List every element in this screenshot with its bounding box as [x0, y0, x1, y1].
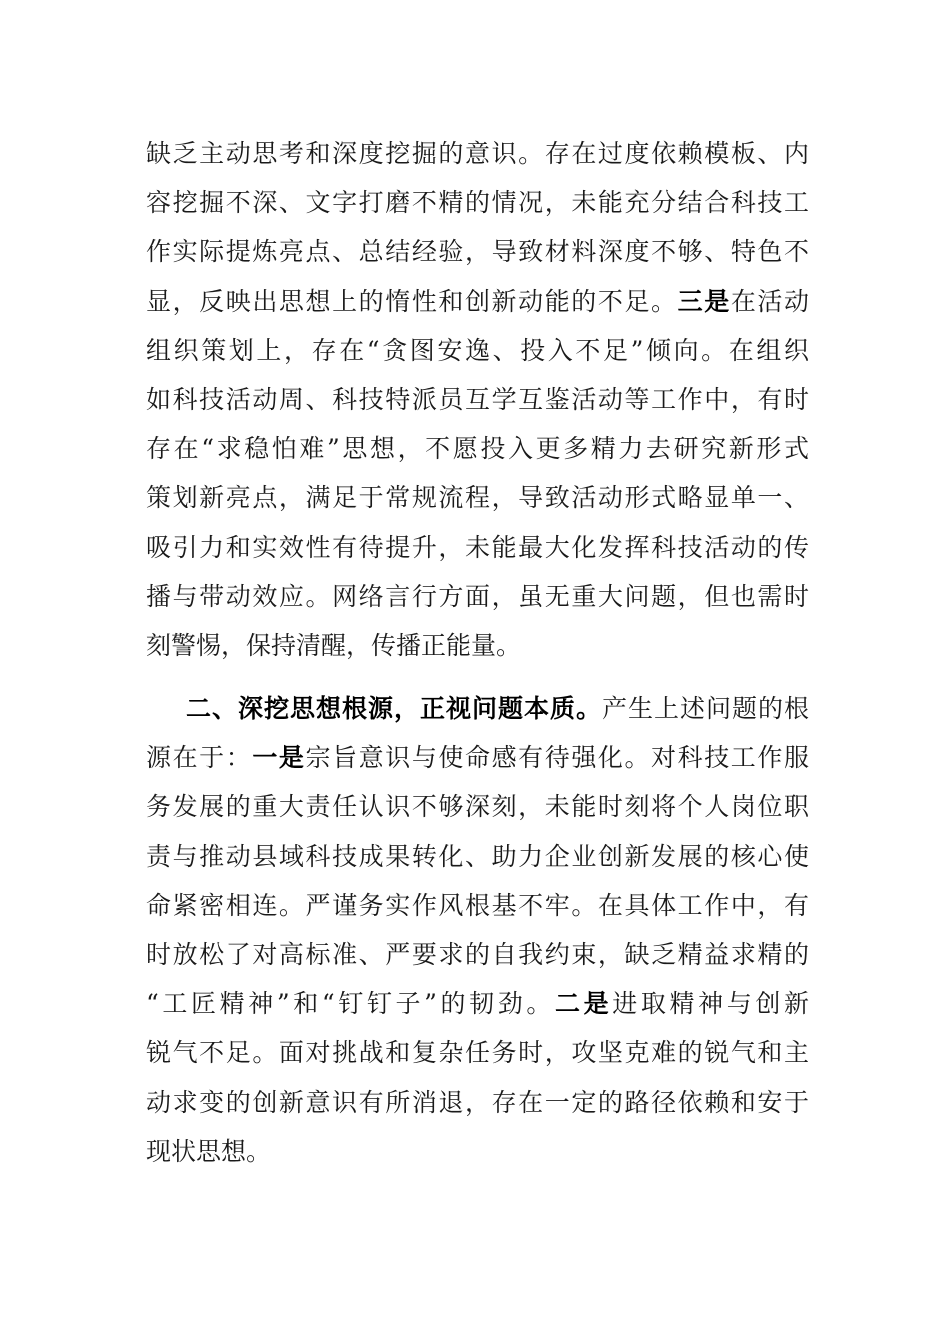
text-segment: 策划新亮点，满足于常规流程，导致活动形式略显单一、	[146, 483, 809, 513]
bold-text: 一是	[252, 743, 306, 773]
text-segment: 播与带动效应。网络言行方面，虽无重大问题，但也需时	[146, 581, 809, 611]
text-line	[146, 832, 809, 881]
text-segment: “工匠精神”和“钉钉子”的韧劲。	[146, 989, 556, 1019]
text-segment: 缺乏主动思考和深度挖掘的意识。存在过度依赖模板、内	[146, 139, 809, 168]
bold-text: 二是	[555, 989, 613, 1019]
text-segment: 务发展的重大责任认识不够深刻，未能时刻将个人岗位职	[146, 792, 809, 822]
paragraph-gap	[146, 670, 809, 684]
text-line	[146, 1078, 809, 1127]
text-line	[146, 979, 809, 1028]
text-segment: 进取精神与创新	[612, 989, 809, 1019]
text-line	[146, 684, 809, 733]
text-segment: 存在“求稳怕难”思想，不愿投入更多精力去研究新形式	[146, 434, 809, 464]
document-body	[146, 129, 809, 1176]
paragraph-p1	[146, 129, 809, 670]
text-segment: 如科技活动周、科技特派员互学互鉴活动等工作中，有时	[146, 384, 809, 414]
text-segment: 组织策划上，存在“贪图安逸、投入不足”倾向。在组织	[146, 335, 809, 365]
text-segment: 吸引力和实效性有待提升，未能最大化发挥科技活动的传	[146, 532, 809, 562]
text-segment: 产生上述问题的根	[601, 694, 809, 724]
text-segment: 锐气不足。面对挑战和复杂任务时，攻坚克难的锐气和主	[146, 1038, 809, 1068]
text-line	[146, 881, 809, 930]
bold-text: 二、深挖思想根源，正视问题本质。	[186, 694, 602, 724]
text-segment: 源在于：	[146, 743, 253, 773]
text-line	[146, 326, 809, 375]
text-segment: 命紧密相连。严谨务实作风根基不牢。在具体工作中，有	[146, 890, 809, 920]
text-line	[146, 523, 809, 572]
text-segment: 在活动	[730, 286, 809, 316]
text-line	[146, 572, 809, 621]
text-line	[146, 227, 809, 276]
text-line	[146, 424, 809, 473]
text-line	[146, 733, 809, 782]
text-segment: 时放松了对高标准、严要求的自我约束，缺乏精益求精的	[146, 940, 809, 969]
text-segment: 动求变的创新意识有所消退，存在一定的路径依赖和安于	[146, 1087, 809, 1117]
text-line	[146, 277, 809, 326]
bold-text: 三是	[677, 286, 731, 316]
text-segment: 责与推动县域科技成果转化、助力企业创新发展的核心使	[146, 841, 809, 871]
text-line	[146, 473, 809, 522]
text-line	[146, 178, 809, 227]
text-line	[146, 129, 809, 178]
text-segment: 容挖掘不深、文字打磨不精的情况，未能充分结合科技工	[146, 188, 809, 218]
text-segment: 作实际提炼亮点、总结经验，导致材料深度不够、特色不	[146, 237, 809, 267]
text-segment: 刻警惕，保持清醒，传播正能量。	[146, 630, 522, 660]
text-line	[146, 930, 809, 979]
text-line	[146, 782, 809, 831]
text-segment: 宗旨意识与使命感有待强化。对科技工作服	[305, 743, 809, 773]
text-segment: 现状思想。	[146, 1136, 272, 1166]
text-line	[146, 1028, 809, 1077]
text-line	[146, 1127, 809, 1176]
text-line	[146, 621, 809, 670]
text-segment: 显，反映出思想上的惰性和创新动能的不足。	[146, 286, 678, 316]
paragraph-p2	[146, 684, 809, 1176]
text-line	[146, 375, 809, 424]
